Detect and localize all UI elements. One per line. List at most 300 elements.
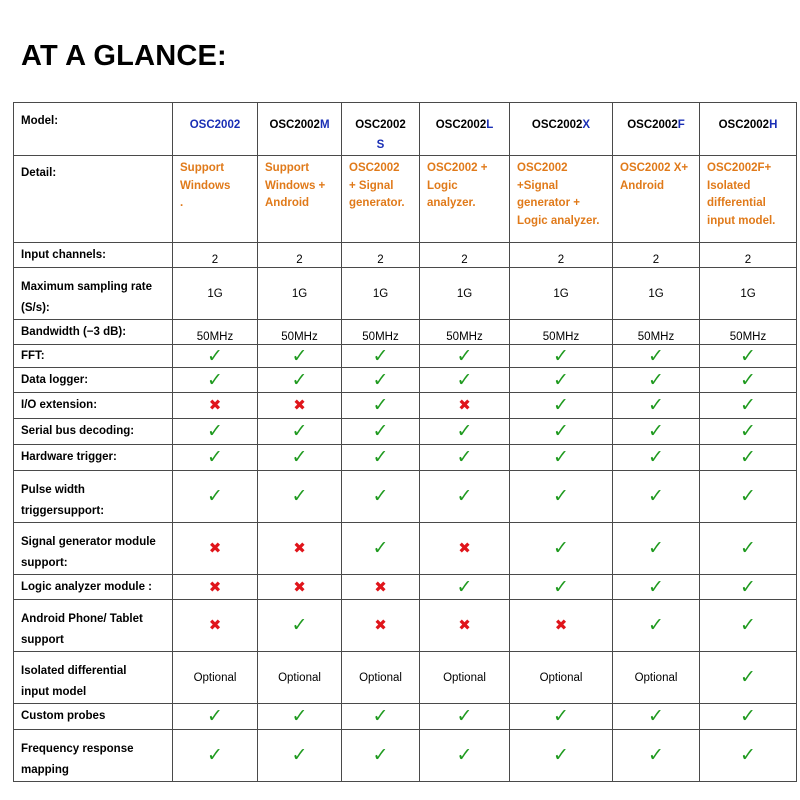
check-icon: ✓ — [456, 485, 473, 507]
value-cell — [173, 523, 258, 575]
check-icon: ✓ — [740, 394, 756, 416]
value-text: Optional — [193, 671, 237, 684]
check-icon: ✓ — [648, 368, 664, 391]
feature-row — [14, 704, 797, 730]
value-text: Optional — [278, 671, 321, 684]
value-cell — [173, 730, 258, 782]
detail-line: +Signal — [517, 179, 559, 192]
model-header-cell — [173, 103, 258, 156]
check-icon: ✓ — [207, 744, 223, 766]
model-name: OSC2002 — [627, 119, 678, 131]
value-cell — [613, 243, 700, 268]
check-icon: ✓ — [648, 537, 664, 559]
value-cell — [258, 243, 342, 268]
value-cell — [258, 368, 342, 393]
value-cell — [342, 600, 420, 652]
cross-icon: ✖ — [293, 539, 306, 557]
model-suffix: M — [319, 119, 330, 131]
value-cell — [258, 523, 342, 575]
value-cell — [420, 345, 510, 368]
value-cell — [420, 575, 510, 600]
feature-row — [14, 320, 797, 345]
value-cell — [510, 419, 613, 445]
value-text: 50MHz — [362, 331, 399, 343]
row-label — [14, 419, 173, 445]
row-label — [14, 600, 173, 652]
check-icon: ✓ — [648, 394, 664, 416]
value-cell — [700, 523, 797, 575]
value-cell — [613, 445, 700, 471]
value-cell — [420, 368, 510, 393]
value-cell — [342, 575, 420, 600]
check-icon: ✓ — [372, 394, 389, 416]
row-label — [14, 243, 173, 268]
value-cell — [510, 320, 613, 345]
model-name: OSC2002 — [531, 119, 583, 131]
row-label-text: Custom probes — [21, 710, 106, 722]
cross-icon: ✖ — [458, 539, 471, 557]
detail-line: OSC2002 — [349, 162, 400, 174]
check-icon: ✓ — [456, 705, 473, 727]
row-label-text: Signal generator module — [21, 536, 156, 548]
value-text: 1G — [553, 287, 569, 300]
feature-row — [14, 393, 797, 419]
value-text: 50MHz — [637, 331, 675, 343]
value-cell — [613, 523, 700, 575]
detail-line: Android — [265, 197, 310, 209]
model-suffix: X — [582, 119, 591, 131]
check-icon: ✓ — [456, 344, 473, 367]
value-cell — [173, 243, 258, 268]
value-cell — [420, 523, 510, 575]
row-label-text: Hardware trigger: — [21, 451, 117, 463]
row-label-text: Detail: — [21, 167, 57, 179]
value-cell — [700, 320, 797, 345]
value-cell — [420, 730, 510, 782]
detail-cell — [613, 156, 700, 243]
check-icon: ✓ — [372, 537, 389, 559]
value-cell — [700, 445, 797, 471]
check-icon: ✓ — [372, 446, 389, 468]
page-title: AT A GLANCE: — [21, 40, 227, 72]
detail-cell — [420, 156, 510, 243]
row-label-text: Isolated differential — [21, 665, 127, 677]
value-cell — [173, 268, 258, 320]
value-cell — [173, 320, 258, 345]
value-cell — [342, 652, 420, 704]
value-text: 2 — [461, 254, 468, 266]
row-label — [14, 730, 173, 782]
row-label — [14, 445, 173, 471]
detail-line: OSC2002 + — [427, 162, 488, 174]
row-label-text: (S/s): — [21, 302, 50, 314]
check-icon: ✓ — [553, 744, 569, 766]
value-cell — [613, 652, 700, 704]
row-label — [14, 345, 173, 368]
value-text: 1G — [456, 287, 473, 300]
check-icon: ✓ — [648, 614, 664, 636]
check-icon: ✓ — [648, 705, 664, 727]
value-cell — [420, 393, 510, 419]
value-cell — [613, 704, 700, 730]
feature-row — [14, 523, 797, 575]
value-cell — [420, 600, 510, 652]
row-label-text: Data logger: — [21, 373, 89, 386]
check-icon: ✓ — [291, 368, 308, 391]
feature-row — [14, 445, 797, 471]
feature-row — [14, 419, 797, 445]
value-cell — [510, 445, 613, 471]
value-cell — [510, 368, 613, 393]
detail-line: Support — [265, 162, 310, 174]
check-icon: ✓ — [648, 344, 664, 367]
comparison-table — [13, 102, 797, 782]
cross-icon: ✖ — [374, 616, 387, 634]
cross-icon: ✖ — [374, 577, 387, 596]
value-cell — [342, 471, 420, 523]
row-label — [14, 268, 173, 320]
value-cell — [700, 471, 797, 523]
detail-line: differential — [707, 197, 766, 209]
model-header-cell — [420, 103, 510, 156]
check-icon: ✓ — [456, 368, 473, 391]
detail-cell — [173, 156, 258, 243]
value-cell — [700, 268, 797, 320]
detail-line: analyzer. — [427, 197, 476, 209]
detail-line: . — [180, 197, 184, 209]
feature-row — [14, 471, 797, 523]
value-cell — [258, 652, 342, 704]
check-icon: ✓ — [553, 485, 569, 507]
value-cell — [173, 345, 258, 368]
cross-icon: ✖ — [208, 616, 222, 634]
check-icon: ✓ — [740, 485, 756, 507]
detail-cell — [700, 156, 797, 243]
check-icon: ✓ — [456, 420, 473, 442]
value-cell — [613, 393, 700, 419]
value-text: 50MHz — [729, 331, 767, 343]
value-cell — [258, 268, 342, 320]
row-label-text: Bandwidth (−3 dB): — [21, 325, 127, 338]
detail-line: OSC2002 — [517, 162, 568, 174]
model-name: OSC2002 — [718, 119, 770, 131]
model-suffix: H — [769, 119, 778, 131]
value-cell — [700, 419, 797, 445]
check-icon: ✓ — [553, 537, 569, 559]
value-cell — [420, 268, 510, 320]
value-cell — [258, 704, 342, 730]
row-label-text: Logic analyzer module : — [21, 580, 152, 593]
row-label-text: Maximum sampling rate — [21, 281, 153, 293]
feature-row — [14, 600, 797, 652]
check-icon: ✓ — [740, 344, 756, 367]
check-icon: ✓ — [648, 744, 664, 766]
row-label — [14, 523, 173, 575]
feature-row — [14, 345, 797, 368]
value-cell — [700, 393, 797, 419]
detail-line: input model. — [707, 214, 776, 227]
value-cell — [420, 243, 510, 268]
value-text: 1G — [372, 287, 389, 300]
value-cell — [510, 268, 613, 320]
value-cell — [510, 730, 613, 782]
value-cell — [700, 243, 797, 268]
row-label-text: Android Phone/ Tablet — [21, 613, 143, 625]
check-icon: ✓ — [207, 446, 223, 468]
row-label-text: I/O extension: — [21, 399, 98, 411]
value-text: Optional — [443, 671, 486, 684]
detail-label — [14, 156, 173, 243]
detail-line: Support — [180, 162, 225, 174]
row-label-text: Input channels: — [21, 248, 106, 261]
value-cell — [258, 419, 342, 445]
value-text: 50MHz — [281, 331, 318, 343]
cross-icon: ✖ — [293, 396, 306, 414]
detail-line: Windows — [180, 179, 231, 192]
check-icon: ✓ — [740, 666, 756, 688]
value-text: 2 — [744, 254, 752, 266]
check-icon: ✓ — [291, 446, 308, 468]
detail-line: Windows + — [265, 179, 326, 192]
row-label-text: triggersupport: — [21, 505, 105, 517]
value-cell — [342, 445, 420, 471]
value-cell — [258, 600, 342, 652]
check-icon: ✓ — [648, 420, 664, 442]
value-text: 50MHz — [542, 331, 580, 343]
value-cell — [173, 419, 258, 445]
row-label — [14, 652, 173, 704]
value-cell — [342, 320, 420, 345]
row-label — [14, 704, 173, 730]
feature-row — [14, 268, 797, 320]
row-label — [14, 320, 173, 345]
row-label-text: support: — [21, 557, 68, 569]
detail-cell — [342, 156, 420, 243]
row-label-text: Frequency response — [21, 743, 134, 755]
cross-icon: ✖ — [554, 616, 568, 634]
value-cell — [342, 419, 420, 445]
value-cell — [613, 345, 700, 368]
value-cell — [420, 419, 510, 445]
value-cell — [173, 575, 258, 600]
model-name: OSC2002 — [435, 119, 487, 131]
value-cell — [342, 268, 420, 320]
detail-line: OSC2002F+ — [707, 162, 772, 174]
value-cell — [173, 471, 258, 523]
feature-row — [14, 652, 797, 704]
value-cell — [510, 393, 613, 419]
check-icon: ✓ — [740, 575, 756, 598]
value-cell — [420, 704, 510, 730]
check-icon: ✓ — [207, 705, 223, 727]
value-cell — [173, 600, 258, 652]
detail-cell — [510, 156, 613, 243]
value-cell — [613, 730, 700, 782]
value-cell — [342, 368, 420, 393]
check-icon: ✓ — [553, 705, 569, 727]
value-cell — [420, 320, 510, 345]
value-text: 2 — [296, 254, 303, 266]
check-icon: ✓ — [740, 537, 756, 559]
model-name: OSC2002 — [189, 119, 241, 131]
value-cell — [342, 523, 420, 575]
value-cell — [613, 471, 700, 523]
check-icon: ✓ — [740, 368, 756, 391]
check-icon: ✓ — [291, 744, 308, 766]
detail-line: Android — [620, 179, 665, 192]
value-cell — [258, 575, 342, 600]
model-name: OSC2002 — [269, 119, 320, 131]
check-icon: ✓ — [553, 575, 569, 598]
check-icon: ✓ — [372, 485, 389, 507]
value-cell — [510, 652, 613, 704]
header-row — [14, 103, 797, 156]
check-icon: ✓ — [207, 485, 223, 507]
feature-row — [14, 730, 797, 782]
value-cell — [613, 600, 700, 652]
model-header-cell — [700, 103, 797, 156]
value-text: Optional — [634, 671, 678, 684]
model-name: OSC2002 — [355, 119, 406, 131]
row-label — [14, 575, 173, 600]
check-icon: ✓ — [553, 446, 569, 468]
check-icon: ✓ — [372, 744, 389, 766]
value-cell — [258, 320, 342, 345]
check-icon: ✓ — [372, 344, 389, 367]
check-icon: ✓ — [372, 420, 389, 442]
value-cell — [173, 393, 258, 419]
detail-line: Logic analyzer. — [517, 214, 600, 227]
check-icon: ✓ — [291, 705, 308, 727]
model-suffix: F — [677, 119, 685, 131]
value-cell — [613, 268, 700, 320]
value-text: 2 — [652, 254, 660, 266]
check-icon: ✓ — [553, 420, 569, 442]
value-cell — [700, 345, 797, 368]
value-cell — [342, 704, 420, 730]
value-cell — [420, 652, 510, 704]
value-text: 1G — [291, 287, 308, 300]
value-text: 50MHz — [446, 331, 483, 343]
check-icon: ✓ — [740, 446, 756, 468]
row-label-text: support — [21, 634, 64, 646]
value-cell — [613, 368, 700, 393]
value-text: 2 — [211, 254, 219, 266]
model-header-cell — [613, 103, 700, 156]
check-icon: ✓ — [207, 420, 223, 442]
cross-icon: ✖ — [208, 577, 222, 596]
check-icon: ✓ — [207, 344, 223, 367]
value-text: 2 — [377, 254, 384, 266]
row-label-text: Serial bus decoding: — [21, 425, 135, 437]
model-label: Model: — [14, 103, 173, 156]
model-suffix: S — [376, 139, 385, 151]
value-text: 1G — [740, 287, 756, 300]
row-label — [14, 393, 173, 419]
value-cell — [258, 393, 342, 419]
value-cell — [700, 368, 797, 393]
model-header-cell — [258, 103, 342, 156]
row-label-text: mapping — [21, 764, 69, 776]
cross-icon: ✖ — [208, 396, 222, 414]
value-cell — [510, 345, 613, 368]
detail-line: Isolated — [707, 179, 751, 192]
row-label-text: Pulse width — [21, 484, 85, 496]
value-cell — [258, 471, 342, 523]
value-cell — [342, 345, 420, 368]
check-icon: ✓ — [456, 446, 473, 468]
row-label-text: input model — [21, 686, 87, 698]
value-text: 2 — [557, 254, 565, 266]
value-cell — [420, 471, 510, 523]
value-cell — [700, 704, 797, 730]
value-text: 1G — [648, 287, 664, 300]
cross-icon: ✖ — [208, 539, 222, 557]
value-cell — [342, 243, 420, 268]
value-cell — [510, 523, 613, 575]
model-header-cell — [510, 103, 613, 156]
cross-icon: ✖ — [458, 396, 471, 414]
check-icon: ✓ — [553, 394, 569, 416]
value-text: Optional — [359, 671, 402, 684]
value-cell — [342, 730, 420, 782]
row-label — [14, 471, 173, 523]
detail-line: generator + — [517, 197, 580, 209]
value-cell — [173, 368, 258, 393]
check-icon: ✓ — [553, 344, 569, 367]
value-cell — [510, 575, 613, 600]
model-header-cell — [342, 103, 420, 156]
value-cell — [700, 652, 797, 704]
check-icon: ✓ — [456, 575, 473, 598]
value-cell — [258, 445, 342, 471]
check-icon: ✓ — [740, 705, 756, 727]
check-icon: ✓ — [291, 420, 308, 442]
value-cell — [613, 575, 700, 600]
value-cell — [173, 704, 258, 730]
check-icon: ✓ — [207, 368, 223, 391]
value-cell — [700, 575, 797, 600]
value-cell — [613, 320, 700, 345]
value-cell — [173, 445, 258, 471]
value-cell — [700, 600, 797, 652]
model-suffix: L — [486, 119, 494, 131]
cross-icon: ✖ — [293, 577, 306, 596]
check-icon: ✓ — [372, 368, 389, 391]
value-cell — [510, 243, 613, 268]
value-text: 1G — [207, 287, 223, 300]
feature-row — [14, 575, 797, 600]
value-cell — [420, 445, 510, 471]
value-cell — [342, 393, 420, 419]
check-icon: ✓ — [648, 446, 664, 468]
feature-row — [14, 243, 797, 268]
detail-line: + Signal — [349, 179, 394, 192]
value-cell — [700, 730, 797, 782]
check-icon: ✓ — [648, 575, 664, 598]
detail-line: OSC2002 X+ — [620, 162, 689, 174]
cross-icon: ✖ — [458, 616, 471, 634]
check-icon: ✓ — [553, 368, 569, 391]
check-icon: ✓ — [648, 485, 664, 507]
detail-cell — [258, 156, 342, 243]
value-cell — [510, 704, 613, 730]
detail-line: generator. — [349, 197, 405, 209]
value-cell — [510, 471, 613, 523]
row-label — [14, 368, 173, 393]
value-text: 50MHz — [196, 331, 234, 343]
check-icon: ✓ — [291, 485, 308, 507]
